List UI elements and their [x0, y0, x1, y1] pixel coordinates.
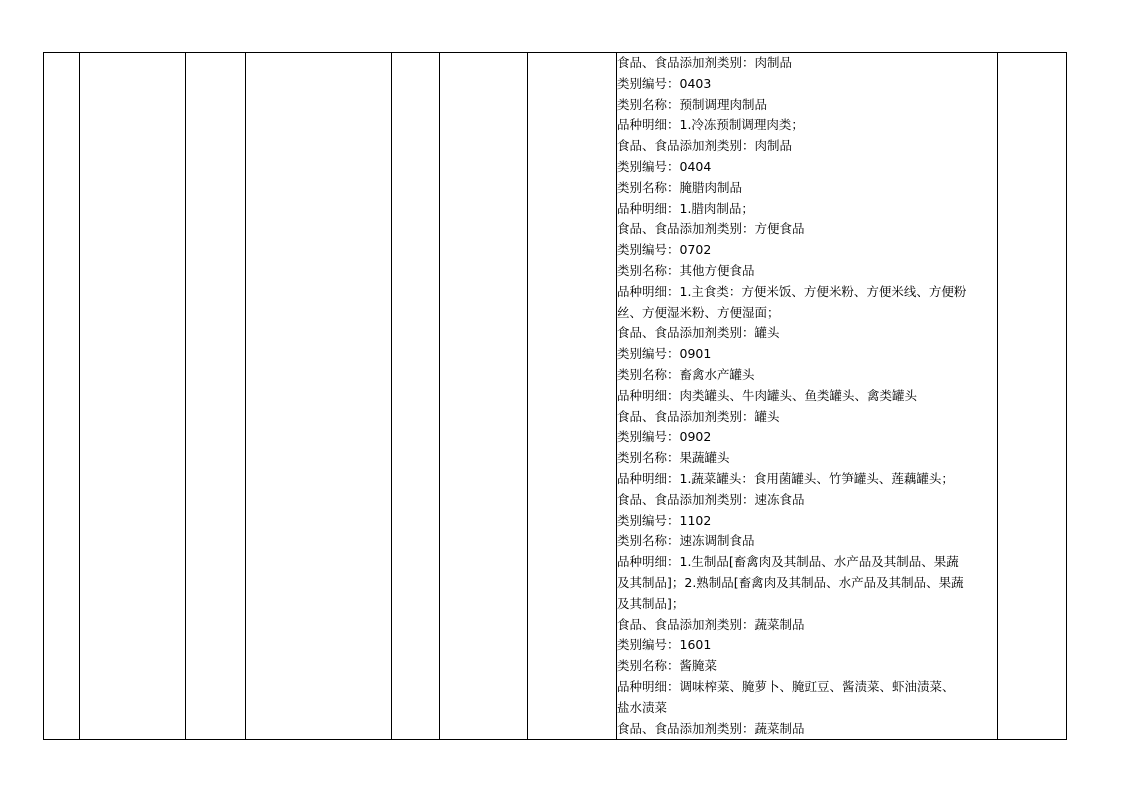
table-cell-col-4: [246, 53, 392, 740]
detail-line: 类别名称：速冻调制食品: [617, 533, 755, 549]
table-cell-col-5: [392, 53, 440, 740]
detail-line: 类别编号：0901: [617, 346, 712, 362]
detail-line: 食品、食品添加剂类别：速冻食品: [617, 491, 805, 507]
detail-line: 盐水渍菜: [617, 699, 668, 715]
table-cell-col-6: [440, 53, 528, 740]
detail-line: 品种明细：调味榨菜、腌萝卜、腌豇豆、酱渍菜、虾油渍菜、: [617, 678, 955, 694]
detail-line: 类别名称：腌腊肉制品: [617, 179, 743, 195]
food-category-detail-cell: [617, 53, 998, 740]
detail-line: 类别名称：预制调理肉制品: [617, 96, 768, 112]
detail-line: 类别名称：其他方便食品: [617, 262, 755, 278]
table-row: [44, 53, 1067, 740]
detail-line: 食品、食品添加剂类别：肉制品: [617, 55, 793, 70]
detail-line: 类别编号：0702: [617, 242, 712, 258]
detail-line: 类别编号：0403: [617, 75, 712, 91]
detail-line: 食品、食品添加剂类别：罐头: [617, 325, 780, 341]
table-cell-col-7: [528, 53, 617, 740]
detail-line: 食品、食品添加剂类别：方便食品: [617, 221, 805, 237]
detail-line: 及其制品]；2.熟制品[畜禽肉及其制品、水产品及其制品、果蔬: [617, 574, 964, 590]
detail-line: 食品、食品添加剂类别：肉制品: [617, 138, 793, 154]
table-cell-col-9: [998, 53, 1067, 740]
detail-line: 丝、方便湿米粉、方便湿面；: [617, 304, 780, 320]
detail-line: 类别名称：酱腌菜: [617, 658, 718, 674]
detail-line: 及其制品]；: [617, 595, 685, 611]
table-cell-col-1: [44, 53, 80, 740]
detail-line: 品种明细：1.蔬菜罐头：食用菌罐头、竹笋罐头、莲藕罐头；: [617, 470, 954, 486]
detail-line: 类别编号：1102: [617, 512, 712, 528]
food-category-detail-lines: [617, 53, 997, 739]
detail-line: 类别编号：1601: [617, 637, 712, 653]
detail-line: 食品、食品添加剂类别：罐头: [617, 408, 780, 424]
table-cell-col-3: [186, 53, 246, 740]
detail-line: 品种明细：肉类罐头、牛肉罐头、鱼类罐头、禽类罐头: [617, 387, 918, 403]
detail-line: 食品、食品添加剂类别：蔬菜制品: [617, 616, 805, 632]
license-table: [43, 52, 1067, 740]
detail-line: 类别名称：畜禽水产罐头: [617, 366, 755, 382]
detail-line: 食品、食品添加剂类别：蔬菜制品: [617, 720, 805, 736]
detail-line: 类别编号：0404: [617, 158, 712, 174]
detail-line: 品种明细：1.主食类：方便米饭、方便米粉、方便米线、方便粉: [617, 283, 967, 299]
detail-line: 类别名称：果蔬罐头: [617, 450, 730, 466]
detail-line: 类别编号：0902: [617, 429, 712, 445]
detail-line: 品种明细：1.生制品[畜禽肉及其制品、水产品及其制品、果蔬: [617, 554, 959, 570]
detail-line: 品种明细：1.冷冻预制调理肉类；: [617, 117, 804, 133]
detail-line: 品种明细：1.腊肉制品；: [617, 200, 754, 216]
table-cell-col-2: [80, 53, 186, 740]
